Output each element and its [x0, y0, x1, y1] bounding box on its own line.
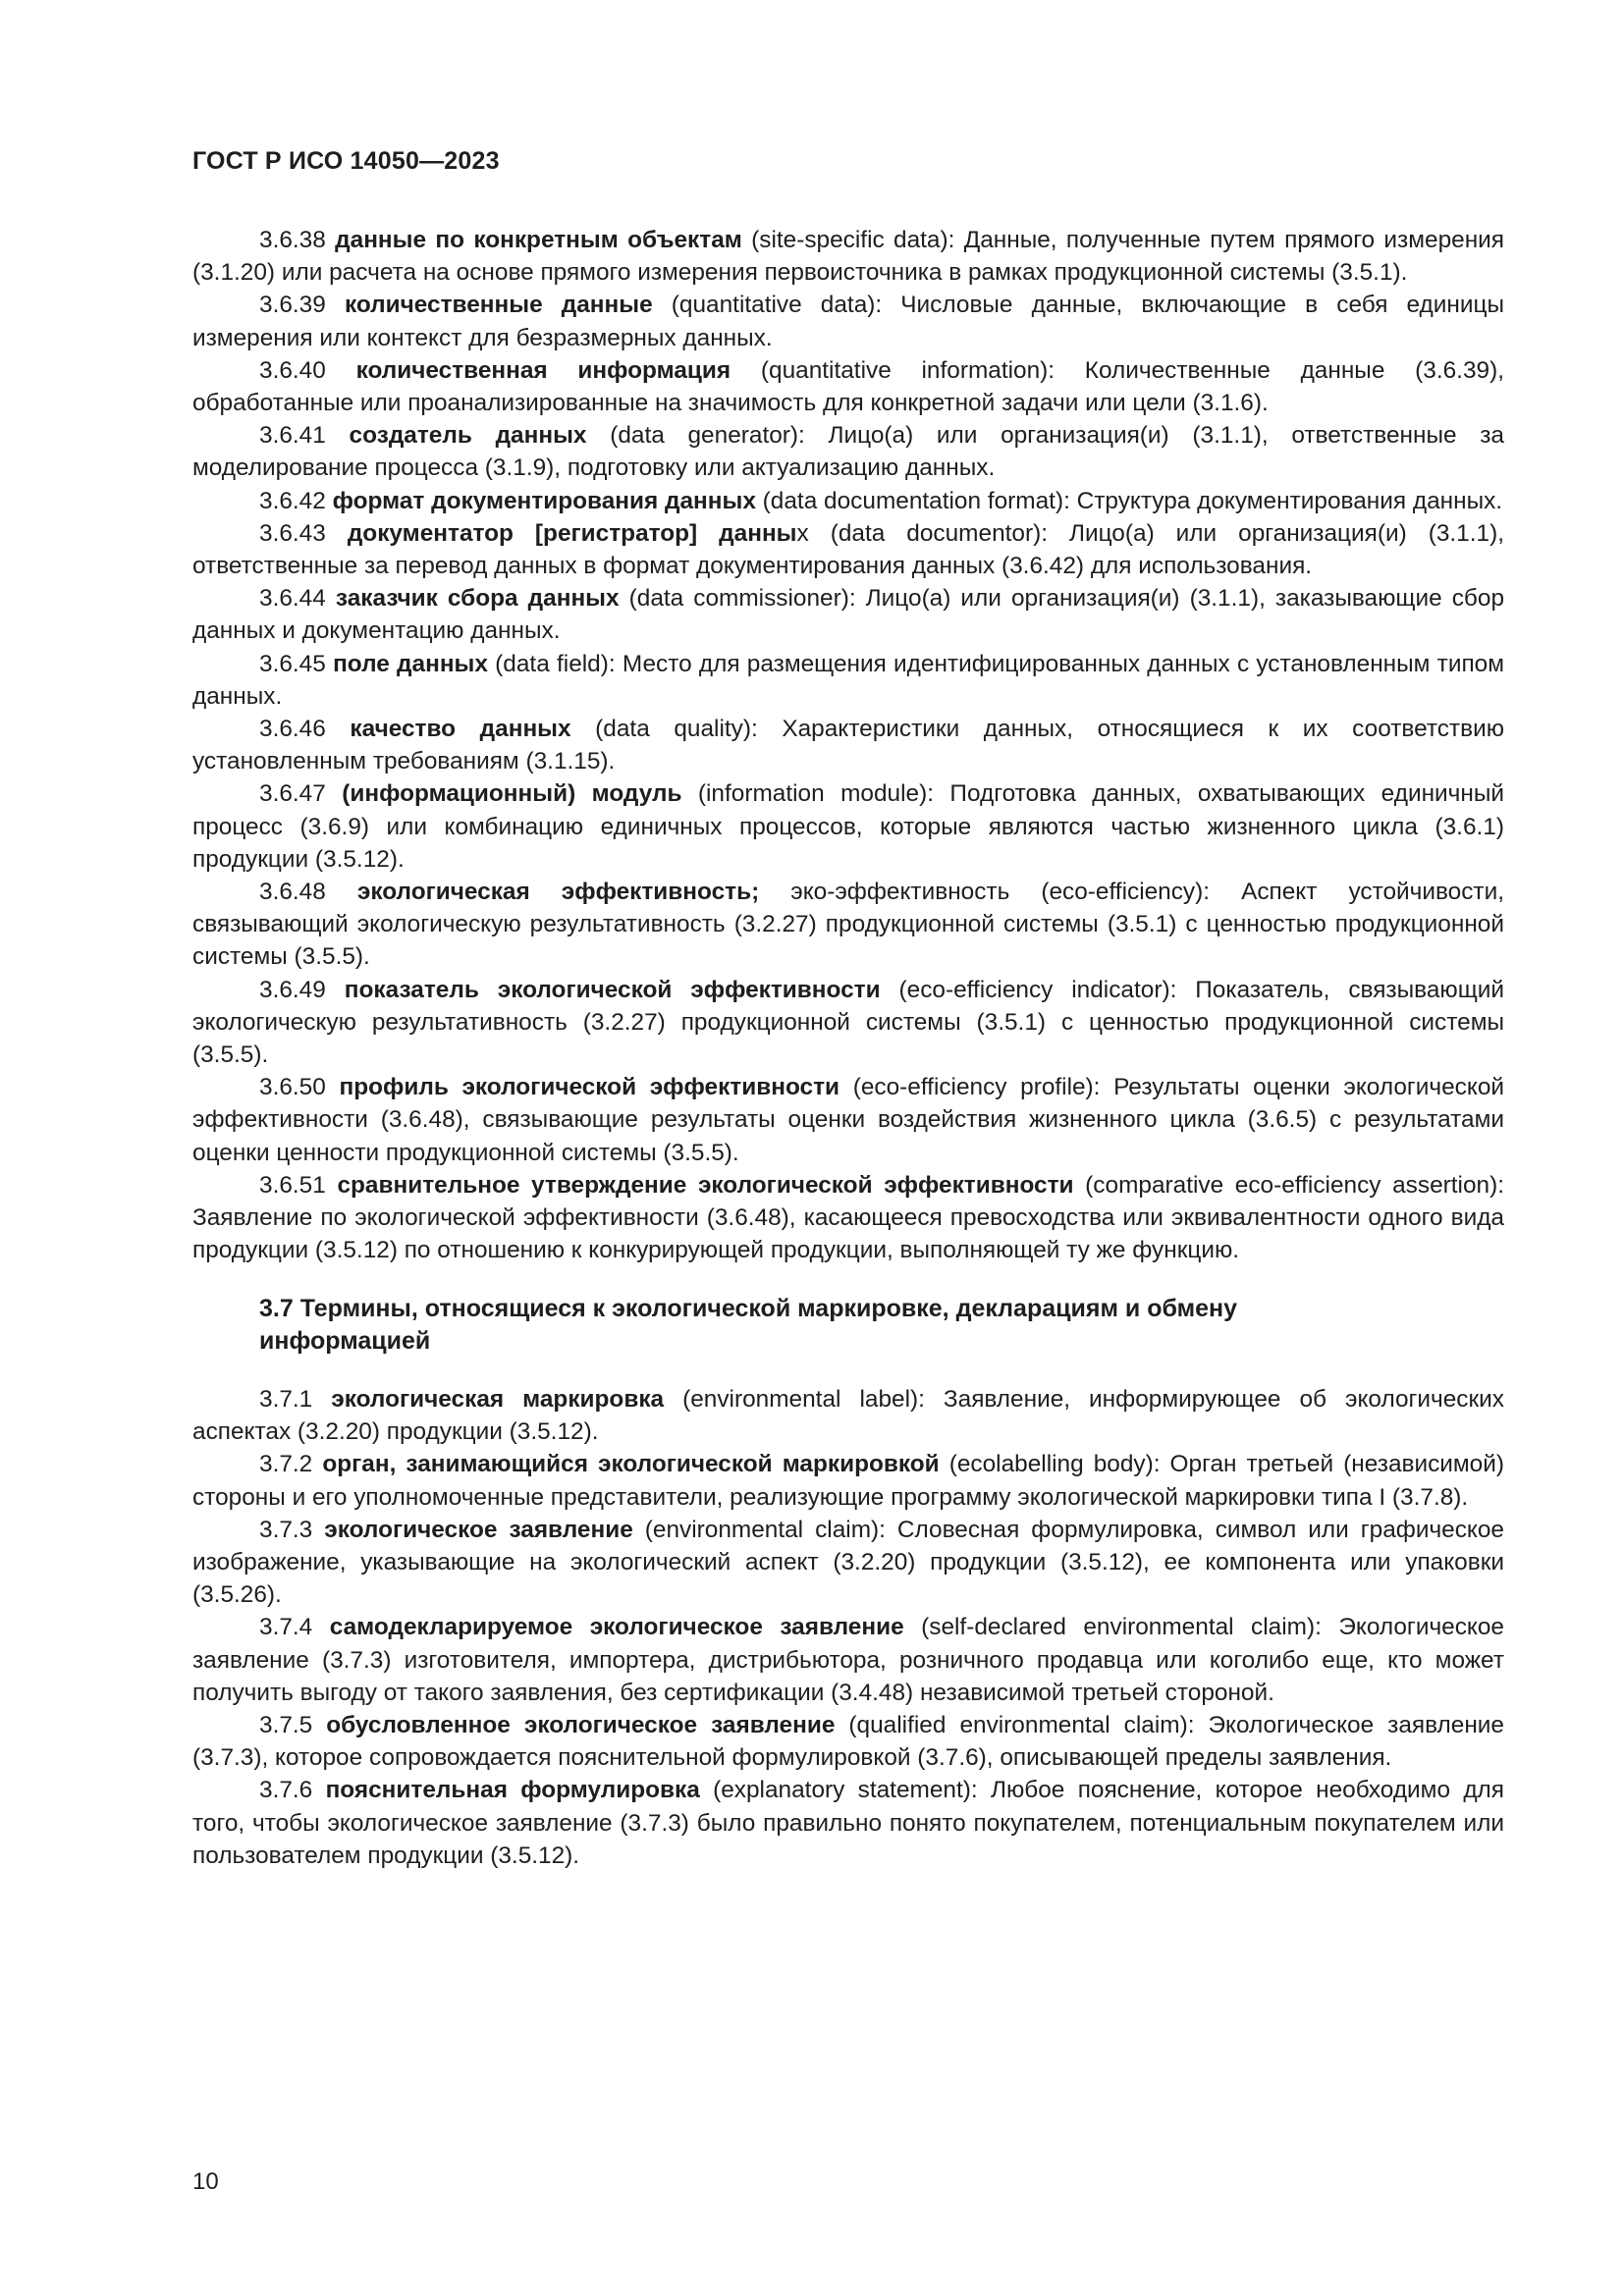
document-header: ГОСТ Р ИСО 14050—2023	[192, 147, 500, 175]
term-entry: 3.6.44 заказчик сбора данных (data commissioner): Лицо(а) или организация(и) (3.1.1), заказывающие сбор данных и документацию данных.	[192, 585, 1505, 645]
term-entry: 3.7.6 пояснительная формулировка (explanatory statement): Любое пояснение, которое необходимо для того, чтобы экологическое заявление (3.7.3) было правильно понято покупателем, потенциальным покупателем или пользователем продукции (3.5.12).	[192, 1777, 1504, 1869]
term-title: экологическая эффективность;	[356, 879, 760, 906]
term-entry: 3.6.39 количественные данные (quantitative data): Числовые данные, включающие в себя единицы измерения или контекст для безразмерных данных.	[192, 292, 1505, 351]
term-entry: 3.6.45 поле данных (data field): Место для размещения идентифицированных данных с установленным типом данных.	[192, 650, 1504, 710]
term-title: создатель данных	[349, 422, 587, 450]
term-entry: 3.7.2 орган, занимающийся экологической маркировкой (ecolabelling body): Орган третьей (независимой) стороны и его уполномоченные представители, реализующие программу экологической маркировки типа I (3.7.8).	[192, 1451, 1504, 1511]
term-title: сравнительное утверждение экологической эффективности	[337, 1171, 1074, 1199]
term-title: пояснительная формулировка	[325, 1777, 700, 1804]
terms-group-3-7	[192, 1383, 1504, 1872]
term-title: (информационный) модуль	[342, 780, 682, 808]
document-body	[192, 224, 1504, 1872]
term-entry: 3.7.1 экологическая маркировка (environmental label): Заявление, информирующее об экологических аспектах (3.2.20) продукции (3.5.12).	[192, 1385, 1504, 1446]
term-title: количественная информация	[355, 356, 731, 384]
term-entry: 3.6.38 данные по конкретным объектам (site-specific data): Данные, полученные путем прямого измерения (3.1.20) или расчета на основе прямого измерения первоисточника в рамках продукционной системы (3.5.1).	[192, 227, 1505, 287]
term-entry: 3.6.47 (информационный) модуль (information module): Подготовка данных, охватывающих единичный процесс (3.6.9) или комбинацию единичных процессов, которые являются частью жизненного цикла (3.6.1) продукции (3.5.12).	[192, 780, 1504, 873]
term-title: заказчик сбора данных	[335, 585, 620, 613]
term-title: документатор [регистратор] данны	[347, 519, 797, 547]
term-title: качество данных	[350, 716, 571, 743]
terms-group-3-6	[192, 224, 1504, 1267]
term-entry: 3.7.5 обусловленное экологическое заявление (qualified environmental claim): Экологическое заявление (3.7.3), которое сопровождается пояснительной формулировкой (3.7.6), описывающей пределы заявления.	[192, 1711, 1504, 1772]
term-entry: 3.6.48 экологическая эффективность; эко-эффективность (eco-efficiency): Аспект устойчивости, связывающий экологическую результативность (3.2.27) продукционной системы (3.5.1) с ценностью продукционной системы (3.5.5).	[192, 879, 1505, 971]
term-title: количественные данные	[344, 292, 653, 319]
term-entry: 3.6.51 сравнительное утверждение экологической эффективности (comparative eco-efficiency assertion): Заявление по экологической эффективности (3.6.48), касающееся превосходства или эквивалентности одного вида продукции (3.5.12) по отношению к конкурирующей продукции, выполняющей ту же функцию.	[192, 1171, 1504, 1264]
term-title: экологическая маркировка	[331, 1385, 665, 1413]
term-title: обусловленное экологическое заявление	[326, 1711, 836, 1738]
term-title: формат документирования данных	[332, 487, 756, 514]
term-title: данные по конкретным объектам	[335, 227, 742, 253]
term-title: профиль экологической эффективности	[339, 1074, 840, 1101]
term-entry: 3.7.4 самодекларируемое экологическое заявление (self-declared environmental claim): Экологическое заявление (3.7.3) изготовителя, импортера, дистрибьютора, розничного продавца или коголибо еще, кто может получить выгоду от такого заявления, без сертификации (3.4.48) независимой третьей стороной.	[192, 1614, 1504, 1706]
page-number: 10	[192, 2168, 219, 2195]
term-entry: 3.6.42 формат документирования данных (data documentation format): Структура документирования данных.	[259, 487, 1503, 514]
term-entry: 3.6.41 создатель данных (data generator): Лицо(а) или организация(и) (3.1.1), ответственные за моделирование процесса (3.1.9), подготовку или актуализацию данных.	[192, 422, 1505, 482]
term-title: экологическое заявление	[324, 1516, 633, 1543]
term-entry: 3.7.3 экологическое заявление (environmental claim): Словесная формулировка, символ или графическое изображение, указывающие на экологический аспект (3.2.20) продукции (3.5.12), ее компонента или упаковки (3.5.26).	[192, 1516, 1504, 1609]
term-title: орган, занимающийся экологической маркировкой	[322, 1451, 940, 1478]
term-entry: 3.6.40 количественная информация (quantitative information): Количественные данные (3.6.39), обработанные или проанализированные на значимость для конкретной задачи или цели (3.1.6).	[192, 356, 1504, 417]
term-entry: 3.6.43 документатор [регистратор] данных (data documentor): Лицо(а) или организация(и) (3.1.1), ответственные за перевод данных в формат документирования данных (3.6.42) для использования.	[192, 519, 1504, 580]
term-entry: 3.6.46 качество данных (data quality): Характеристики данных, относящиеся к их соответствию установленным требованиям (3.1.15).	[192, 716, 1504, 775]
term-entry: 3.6.49 показатель экологической эффективности (eco-efficiency indicator): Показатель, связывающий экологическую результативность (3.2.27) продукционной системы (3.5.1) с ценностью продукционной системы (3.5.5).	[192, 976, 1505, 1069]
term-title: поле данных	[333, 650, 488, 677]
term-title: показатель экологической эффективности	[344, 976, 881, 1003]
section-heading: 3.7 Термины, относящиеся к экологической маркировке, декларациям и обмену информацией	[259, 1294, 1237, 1355]
term-title: самодекларируемое экологическое заявление	[329, 1614, 904, 1641]
term-entry: 3.6.50 профиль экологической эффективности (eco-efficiency profile): Результаты оценки экологической эффективности (3.6.48), связывающие результаты оценки воздействия жизненного цикла (3.6.5) с результатами оценки ценности продукционной системы (3.5.5).	[192, 1074, 1505, 1166]
